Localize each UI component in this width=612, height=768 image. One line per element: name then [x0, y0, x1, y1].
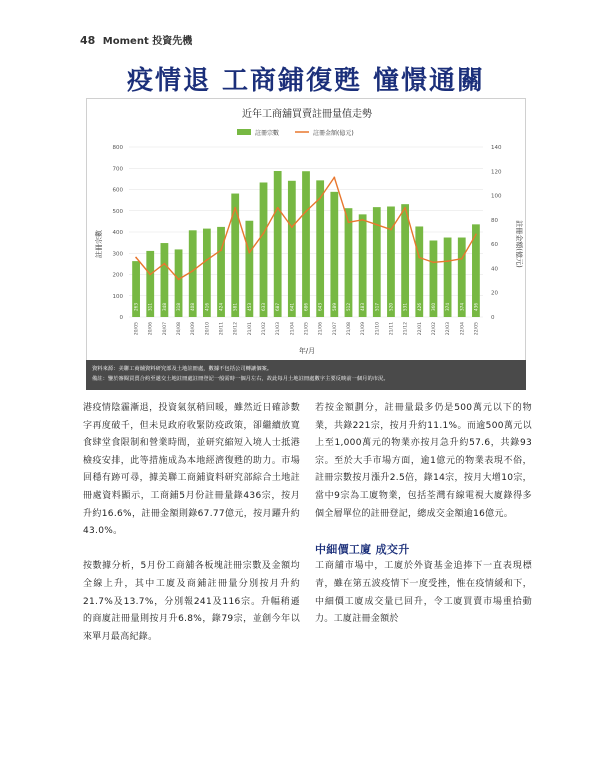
- bar: [302, 171, 310, 317]
- bar-value-labels: [134, 303, 479, 311]
- y2-tick-label: 60: [491, 242, 498, 249]
- line-point: [447, 260, 449, 262]
- bar-value-label: 686: [303, 303, 309, 311]
- bar: [401, 204, 409, 317]
- line-point: [461, 258, 463, 260]
- y2-tick-label: 140: [491, 145, 502, 151]
- bar-value-label: 374: [459, 303, 465, 311]
- bar-value-label: 360: [430, 303, 436, 311]
- x-tick-label: 21/04: [290, 322, 296, 336]
- y2-tick-label: 80: [491, 217, 498, 224]
- x-tick-label: 20/11: [219, 322, 225, 336]
- x-tick-label: 21/07: [332, 322, 338, 336]
- bar: [345, 208, 353, 317]
- x-axis-label: 年/月: [298, 347, 316, 355]
- line-point: [220, 249, 222, 251]
- line-point: [333, 176, 335, 178]
- bar-value-label: 453: [246, 303, 252, 311]
- bar: [288, 181, 296, 317]
- page-number: 48: [80, 34, 96, 47]
- line-point: [475, 234, 477, 236]
- legend-swatch-bar: [237, 129, 251, 135]
- x-tick-label: 21/02: [262, 322, 268, 336]
- bar: [387, 207, 395, 318]
- y2-tick-label: 120: [491, 169, 502, 176]
- y-axis-label: 註冊宗數: [95, 230, 103, 258]
- bar-value-label: 416: [204, 303, 210, 311]
- bar-value-label: 426: [416, 303, 422, 311]
- remark-line: 備註：鑒於審閱買賣合約至遞交土地註冊處註冊登記一般需時一個月左右，故此每月土地註冊處數字主要反映前一個月的市況。: [92, 376, 389, 382]
- bar-value-label: 512: [345, 303, 351, 311]
- legend-label-count: 註冊宗數: [255, 130, 280, 137]
- line-point: [263, 232, 265, 234]
- y-tick-label: 200: [112, 272, 123, 279]
- bar-value-label: 589: [331, 303, 337, 311]
- y-axis-ticks: [113, 145, 124, 321]
- line-point: [135, 257, 137, 259]
- article-paragraph: 工商舖市場中，工廈於外資基金追捧下一直表現標青，雖在第五波疫情下一度受挫，惟在疫情緩和下，中細價工廈成交量已回升，令工廈買賣市場重拾動力。工廈註冊金額於: [315, 561, 532, 625]
- y-tick-label: 0: [119, 315, 123, 321]
- x-tick-label: 21/11: [389, 322, 395, 336]
- line-point: [404, 207, 406, 209]
- x-tick-label: 21/05: [304, 322, 310, 336]
- x-tick-label: 22/05: [474, 322, 480, 336]
- y-tick-label: 500: [112, 208, 123, 215]
- bar-value-label: 633: [261, 303, 267, 311]
- y-tick-label: 700: [112, 166, 123, 173]
- chart-title: 近年工商舖買賣註冊量值走勢: [242, 109, 372, 120]
- line-point: [319, 197, 321, 199]
- source-note: [86, 360, 526, 390]
- bar: [330, 192, 338, 317]
- line-point: [178, 278, 180, 280]
- x-tick-label: 20/09: [191, 322, 197, 336]
- article-column-right: [315, 400, 532, 646]
- bar-value-label: 424: [218, 303, 224, 311]
- x-tick-label: 20/08: [177, 322, 183, 336]
- y2-tick-label: 20: [491, 290, 498, 297]
- line-point: [348, 221, 350, 223]
- article-paragraph: 若按金額劃分，註冊量最多仍是500萬元以下的物業，共錄221宗，按月升約11.1%。而逾500萬元以上至1,000萬元的物業亦按月急升約57.6，共錄93宗。至於大手市場方面，逾1億元的物業表現不俗，註冊宗數按月漲升2.5倍，錄14宗，按月大增10宗，當中9宗為工廈物業，包括荃灣有線電視大廈錄得多個全層單位的註冊登記，總成交金額逾16億元。: [315, 403, 532, 519]
- y2-tick-label: 0: [491, 315, 495, 321]
- bar-value-label: 483: [360, 303, 366, 311]
- x-tick-label: 20/07: [162, 322, 168, 336]
- x-tick-label: 20/10: [205, 322, 211, 336]
- bar-series: [132, 171, 480, 317]
- article-title: 疫情退 工商鋪復甦 憧憬通關: [126, 66, 486, 96]
- article-column-left: [83, 400, 300, 664]
- y2-axis-label: 註冊金額(億元): [515, 220, 523, 268]
- y2-tick-label: 40: [491, 266, 498, 273]
- bar: [245, 221, 253, 317]
- bar-value-label: 687: [275, 303, 281, 311]
- x-tick-label: 20/12: [233, 322, 239, 336]
- line-point: [305, 210, 307, 212]
- bar-value-label: 520: [388, 303, 394, 311]
- x-tick-label: 21/01: [247, 322, 253, 336]
- y-tick-label: 800: [112, 145, 123, 151]
- y-tick-label: 600: [112, 187, 123, 194]
- x-axis-ticks: [134, 322, 480, 335]
- section-subheading: 中細價工廈 成交升: [315, 542, 410, 556]
- line-point: [234, 207, 236, 209]
- x-tick-label: 20/05: [134, 322, 140, 336]
- bar-value-label: 531: [402, 303, 408, 311]
- line-point: [418, 257, 420, 259]
- x-tick-label: 21/06: [318, 322, 324, 336]
- x-tick-label: 20/06: [148, 322, 154, 336]
- page-header: [80, 32, 192, 47]
- bar-value-label: 643: [317, 303, 323, 311]
- line-point: [206, 259, 208, 261]
- line-point: [164, 263, 166, 265]
- line-point: [149, 274, 151, 276]
- bar-value-label: 374: [445, 303, 451, 311]
- line-point: [248, 252, 250, 254]
- line-point: [433, 261, 435, 263]
- line-point: [192, 270, 194, 272]
- bar-value-label: 263: [133, 303, 139, 311]
- y2-axis-ticks: [491, 145, 502, 321]
- bar-value-label: 318: [176, 303, 182, 311]
- x-tick-label: 22/02: [431, 322, 437, 336]
- bar-value-label: 311: [147, 303, 153, 311]
- y-tick-label: 100: [112, 293, 123, 300]
- bar-value-label: 408: [190, 303, 196, 311]
- article-paragraph: 港疫情陰霾漸退，投資氣氛稍回暖，雖然近日確診數字再度破千，但未見政府收緊防疫政策，卻繼續放寬食肆堂食限制和營業時間，並研究縮短入境人士抵港檢疫安排，此等措施成為本地經濟復甦的助力。市場回穩有跡可尋，據美聯工商鋪資料研究部綜合土地註冊處資料顯示，工商鋪5月份註冊量錄436宗，按月升約16.6%，註冊金額則錄67.77億元，按月躍升約43.0%。: [83, 403, 300, 537]
- bar-value-label: 517: [374, 303, 380, 311]
- bar-value-label: 641: [289, 303, 295, 311]
- x-tick-label: 21/08: [346, 322, 352, 336]
- line-point: [390, 229, 392, 231]
- x-tick-label: 21/03: [276, 322, 282, 336]
- bar-value-label: 348: [161, 303, 167, 311]
- legend-label-amount: 註冊金額(億元): [313, 130, 354, 137]
- line-point: [277, 207, 279, 209]
- bar-value-label: 436: [473, 303, 479, 311]
- x-tick-label: 22/04: [460, 322, 466, 336]
- publication-name: Moment 投資先機: [102, 36, 193, 47]
- x-tick-label: 22/03: [446, 322, 452, 336]
- chart-svg: [87, 99, 527, 361]
- x-tick-label: 22/01: [417, 322, 423, 336]
- y2-tick-label: 100: [491, 193, 502, 200]
- chart-panel: [86, 98, 526, 390]
- bar-value-label: 581: [232, 303, 238, 311]
- x-tick-label: 21/09: [361, 322, 367, 336]
- bar: [260, 182, 268, 317]
- line-point: [291, 226, 293, 228]
- line-point: [376, 224, 378, 226]
- x-tick-label: 21/10: [375, 322, 381, 336]
- y-tick-label: 300: [112, 251, 123, 258]
- bar: [274, 171, 282, 317]
- y-tick-label: 400: [112, 230, 123, 236]
- bar: [231, 194, 239, 317]
- source-line: 資料來源：美聯工商舖資料研究部及土地註冊處，數據不包括公司轉讓個案。: [92, 366, 273, 372]
- article-paragraph: 按數據分析，5月份工商舖各板塊註冊宗數及金額均全線上升，其中工廈及商鋪註冊量分別按月升約21.7%及13.7%，分別報241及116宗。升幅稍遜的商廈註冊量則按月升6.8%，錄79宗，並創今年以來單月最高紀錄。: [83, 561, 300, 642]
- x-tick-label: 21/12: [403, 322, 409, 336]
- bar: [359, 214, 367, 317]
- chart-legend: [237, 129, 354, 137]
- line-point: [362, 219, 364, 221]
